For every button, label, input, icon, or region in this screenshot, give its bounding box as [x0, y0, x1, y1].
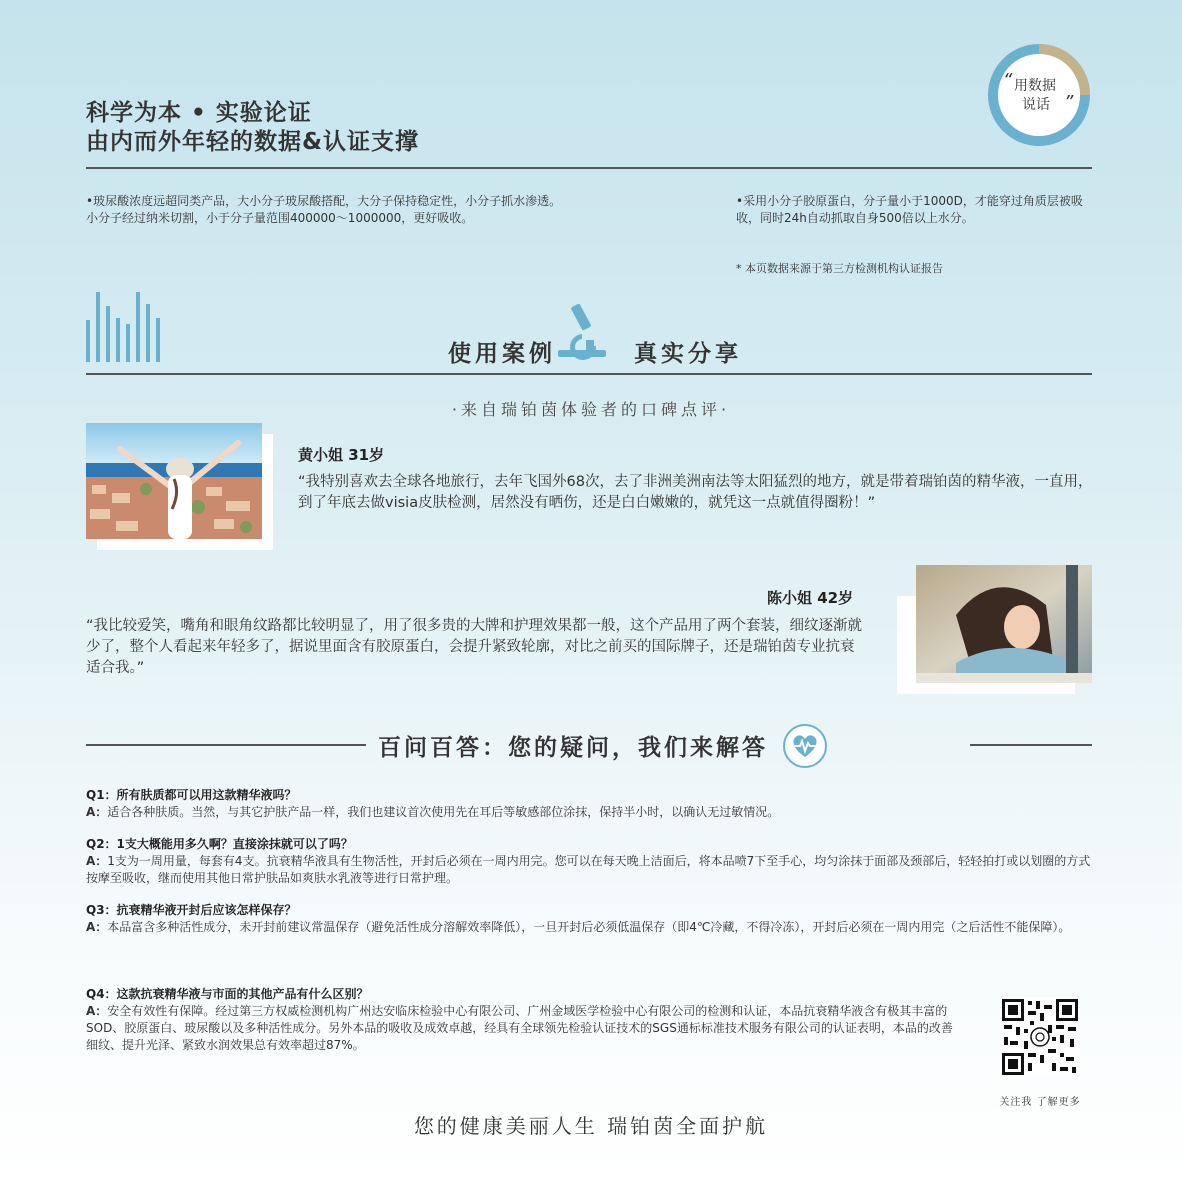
cases-divider	[86, 373, 1092, 375]
badge-line1: 用数据	[1014, 78, 1056, 94]
faq-question-3: Q3：抗衰精华液开封后应该怎样保存？	[86, 903, 297, 917]
faq-item-1	[86, 787, 1096, 821]
header-divider	[86, 167, 1092, 169]
qr-caption: 关注我 了解更多	[999, 1097, 1081, 1108]
faq-divider-right	[970, 744, 1092, 746]
review1-photo	[86, 423, 262, 539]
note-collagen: •采用小分子胶原蛋白，分子量小于1000D，才能穿过角质层被吸收，同时24h自动抓取自身500倍以上水分。	[736, 194, 1083, 225]
faq-answer-1: A：适合各种肤质。当然，与其它护肤产品一样，我们也建议首次使用先在耳后等敏感部位涂抹，保持半小时，以确认无过敏情况。	[86, 805, 780, 819]
review2-name: 陈小姐 42岁	[767, 589, 854, 607]
page-title-line2: 由内而外年轻的数据&认证支撑	[86, 129, 420, 155]
microscope-icon	[556, 304, 608, 360]
review2-photo	[916, 565, 1092, 683]
note-hyaluronic: •玻尿酸浓度远超同类产品，大小分子玻尿酸搭配，大分子保持稳定性，小分子抓水渗透。小分子经过纳米切割，小于分子量范围400000～1000000，更好吸收。	[86, 194, 562, 225]
review2-text: “我比较爱笑，嘴角和眼角纹路都比较明显了，用了很多贵的大牌和护理效果都一般，这个产品用了两个套装，细纹逐渐就少了，整个人看起来年轻多了，据说里面含有胶原蛋白，会提升紧致轮廓，对比之前买的国际牌子，还是瑞铂茵专业抗衰适合我。”	[86, 618, 863, 676]
cases-heading-left: 使用案例	[448, 341, 556, 367]
data-source-note: * 本页数据来源于第三方检测机构认证报告	[736, 262, 943, 275]
faq-question-2: Q2：1支大概能用多久啊？直接涂抹就可以了吗？	[86, 837, 353, 851]
faq-item-3	[86, 902, 1096, 936]
faq-question-1: Q1：所有肤质都可以用这款精华液吗？	[86, 788, 297, 802]
review1-name: 黄小姐 31岁	[298, 446, 385, 464]
page-title-line1: 科学为本 • 实验论证	[86, 100, 312, 126]
faq-answer-4: A：安全有效性有保障。经过第三方权威检测机构广州达安临床检验中心有限公司、广州金域医学检验中心有限公司的检测和认证，本品抗衰精华液含有极其丰富的SOD、胶原蛋白、玻尿酸以及多种活性成分。另外本品的吸收及成效卓越，经具有全球领先检验认证技术的SGS通标标准技术服务有限公司的认证表明，本品的改善细纹、提升光泽、紧致水润效果总有效率超过87%。	[86, 1004, 953, 1052]
faq-answer-3: A：本品富含多种活性成分，未开封前建议常温保存（避免活性成分溶解效率降低），一旦开封后必须低温保存（即4℃冷藏，不得冷冻），开封后必须在一周内用完（之后活性不能保障）。	[86, 920, 1071, 934]
data-badge	[986, 42, 1092, 148]
faq-item-2	[86, 836, 1096, 887]
faq-divider-left	[86, 744, 366, 746]
faq-heading: 百问百答：您的疑问，我们来解答	[378, 735, 768, 761]
faq-question-4: Q4：这款抗衰精华液与市面的其他产品有什么区别？	[86, 987, 369, 1001]
cases-heading-right: 真实分享	[634, 341, 742, 367]
bar-chart-icon	[86, 290, 162, 362]
footer-slogan: 您的健康美丽人生 瑞铂茵全面护航	[413, 1114, 769, 1138]
badge-close-quote: ”	[1064, 92, 1074, 113]
cases-subtitle: ·来自瑞铂茵体验者的口碑点评·	[451, 400, 731, 419]
badge-line2: 说话	[1022, 97, 1050, 113]
badge-open-quote: “	[1003, 70, 1013, 91]
heart-pulse-icon	[782, 723, 828, 769]
faq-item-4	[86, 986, 964, 1054]
faq-answer-2: A：1支为一周用量，每套有4支。抗衰精华液具有生物活性，开封后必须在一周内用完。您可以在每天晚上洁面后，将本品喷7下至手心，均匀涂抹于面部及颈部后，轻轻拍打或以划圈的方式按摩至吸收，继而使用其他日常护肤品如爽肤水乳液等进行日常护理。	[86, 854, 1091, 885]
qr-code[interactable]	[1000, 997, 1080, 1077]
review1-text: “我特别喜欢去全球各地旅行，去年飞国外68次，去了非洲美洲南法等太阳猛烈的地方，就是带着瑞铂茵的精华液，一直用，到了年底去做visia皮肤检测，居然没有晒伤，还是白白嫩嫩的，就凭这一点就值得圈粉！”	[298, 474, 1093, 511]
